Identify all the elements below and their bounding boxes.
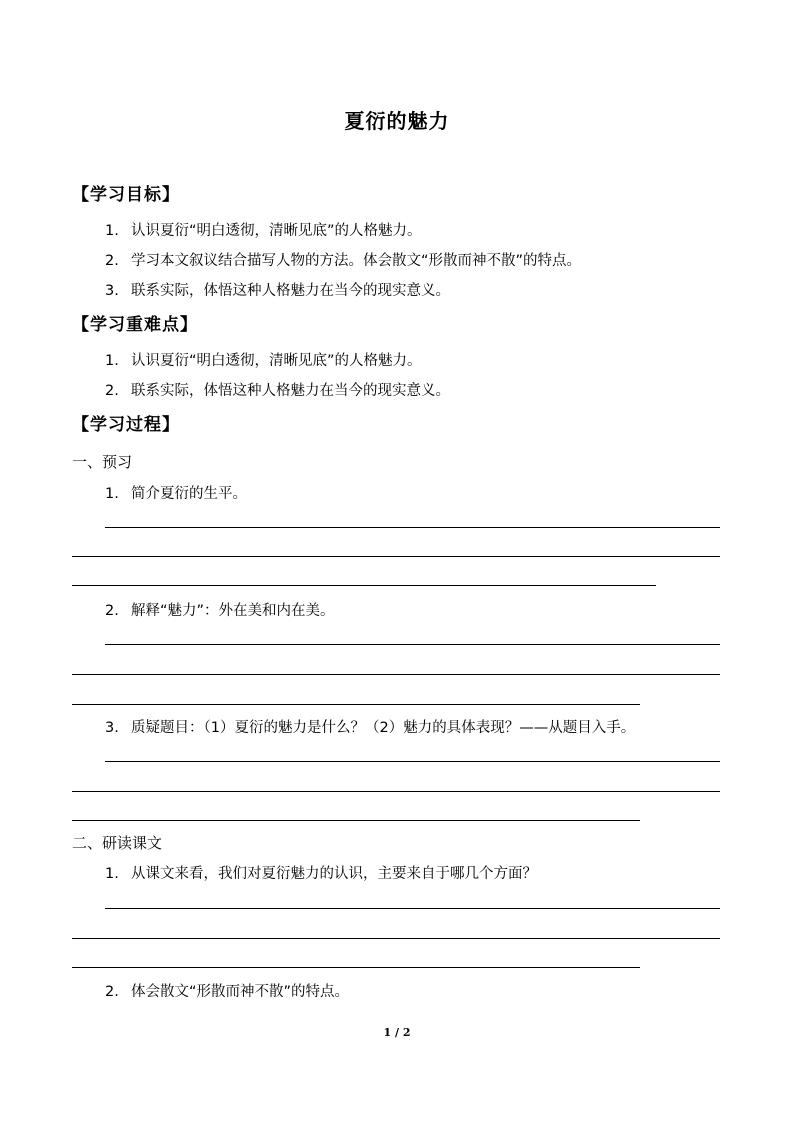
- section-heading-key-points: 【学习重难点】: [72, 315, 198, 335]
- goal-item-2: [105, 249, 581, 270]
- item-number: 3.: [105, 720, 119, 736]
- preview-item-1: [105, 482, 247, 503]
- item-text: 体会散文“形散而神不散”的特点。: [131, 984, 350, 1000]
- answer-line[interactable]: [72, 791, 720, 792]
- item-text: 联系实际，体悟这种人格魅力在当今的现实意义。: [131, 383, 450, 399]
- answer-line[interactable]: [72, 820, 640, 821]
- item-number: 1.: [105, 866, 119, 882]
- page-number: 1 / 2: [383, 1026, 411, 1039]
- answer-line[interactable]: [105, 644, 720, 645]
- study-item-1: [105, 862, 537, 883]
- item-number: 2.: [105, 984, 119, 1000]
- item-text: 认识夏衍“明白透彻，清晰见底”的人格魅力。: [131, 223, 422, 239]
- subsection-heading-study: 二、研读课文: [72, 834, 163, 852]
- answer-line[interactable]: [72, 967, 640, 968]
- item-number: 2.: [105, 253, 119, 269]
- item-number: 1.: [105, 353, 119, 369]
- answer-line[interactable]: [105, 761, 720, 762]
- answer-line[interactable]: [105, 908, 720, 909]
- answer-line[interactable]: [72, 674, 720, 675]
- item-text: 学习本文叙议结合描写人物的方法。体会散文“形散而神不散”的特点。: [131, 253, 582, 269]
- key-point-item-2: [105, 379, 450, 400]
- study-item-2: [105, 980, 349, 1001]
- item-text: 认识夏衍“明白透彻，清晰见底”的人格魅力。: [131, 353, 422, 369]
- item-text: 解释“魅力”：外在美和内在美。: [131, 603, 335, 619]
- item-text: 简介夏衍的生平。: [131, 486, 247, 502]
- key-point-item-1: [105, 349, 422, 370]
- subsection-heading-preview: 一、预习: [72, 453, 133, 471]
- answer-line[interactable]: [72, 556, 720, 557]
- item-text: 从课文来看，我们对夏衍魅力的认识，主要来自于哪几个方面？: [131, 866, 537, 882]
- preview-item-2: [105, 599, 335, 620]
- item-number: 2.: [105, 383, 119, 399]
- item-number: 2.: [105, 603, 119, 619]
- answer-line[interactable]: [105, 527, 720, 528]
- goal-item-1: [105, 219, 422, 240]
- preview-item-3: [105, 716, 635, 737]
- item-number: 1.: [105, 223, 119, 239]
- item-text: 质疑题目：（1）夏衍的魅力是什么？（2）魅力的具体表现？——从题目入手。: [131, 720, 636, 736]
- answer-line[interactable]: [72, 938, 720, 939]
- section-heading-process: 【学习过程】: [72, 415, 180, 435]
- goal-item-3: [105, 279, 450, 300]
- page-title: 夏衍的魅力: [344, 109, 450, 133]
- item-text: 联系实际，体悟这种人格魅力在当今的现实意义。: [131, 283, 450, 299]
- item-number: 3.: [105, 283, 119, 299]
- section-heading-goals: 【学习目标】: [72, 185, 180, 205]
- answer-line[interactable]: [72, 704, 640, 705]
- answer-line[interactable]: [72, 585, 656, 586]
- item-number: 1.: [105, 486, 119, 502]
